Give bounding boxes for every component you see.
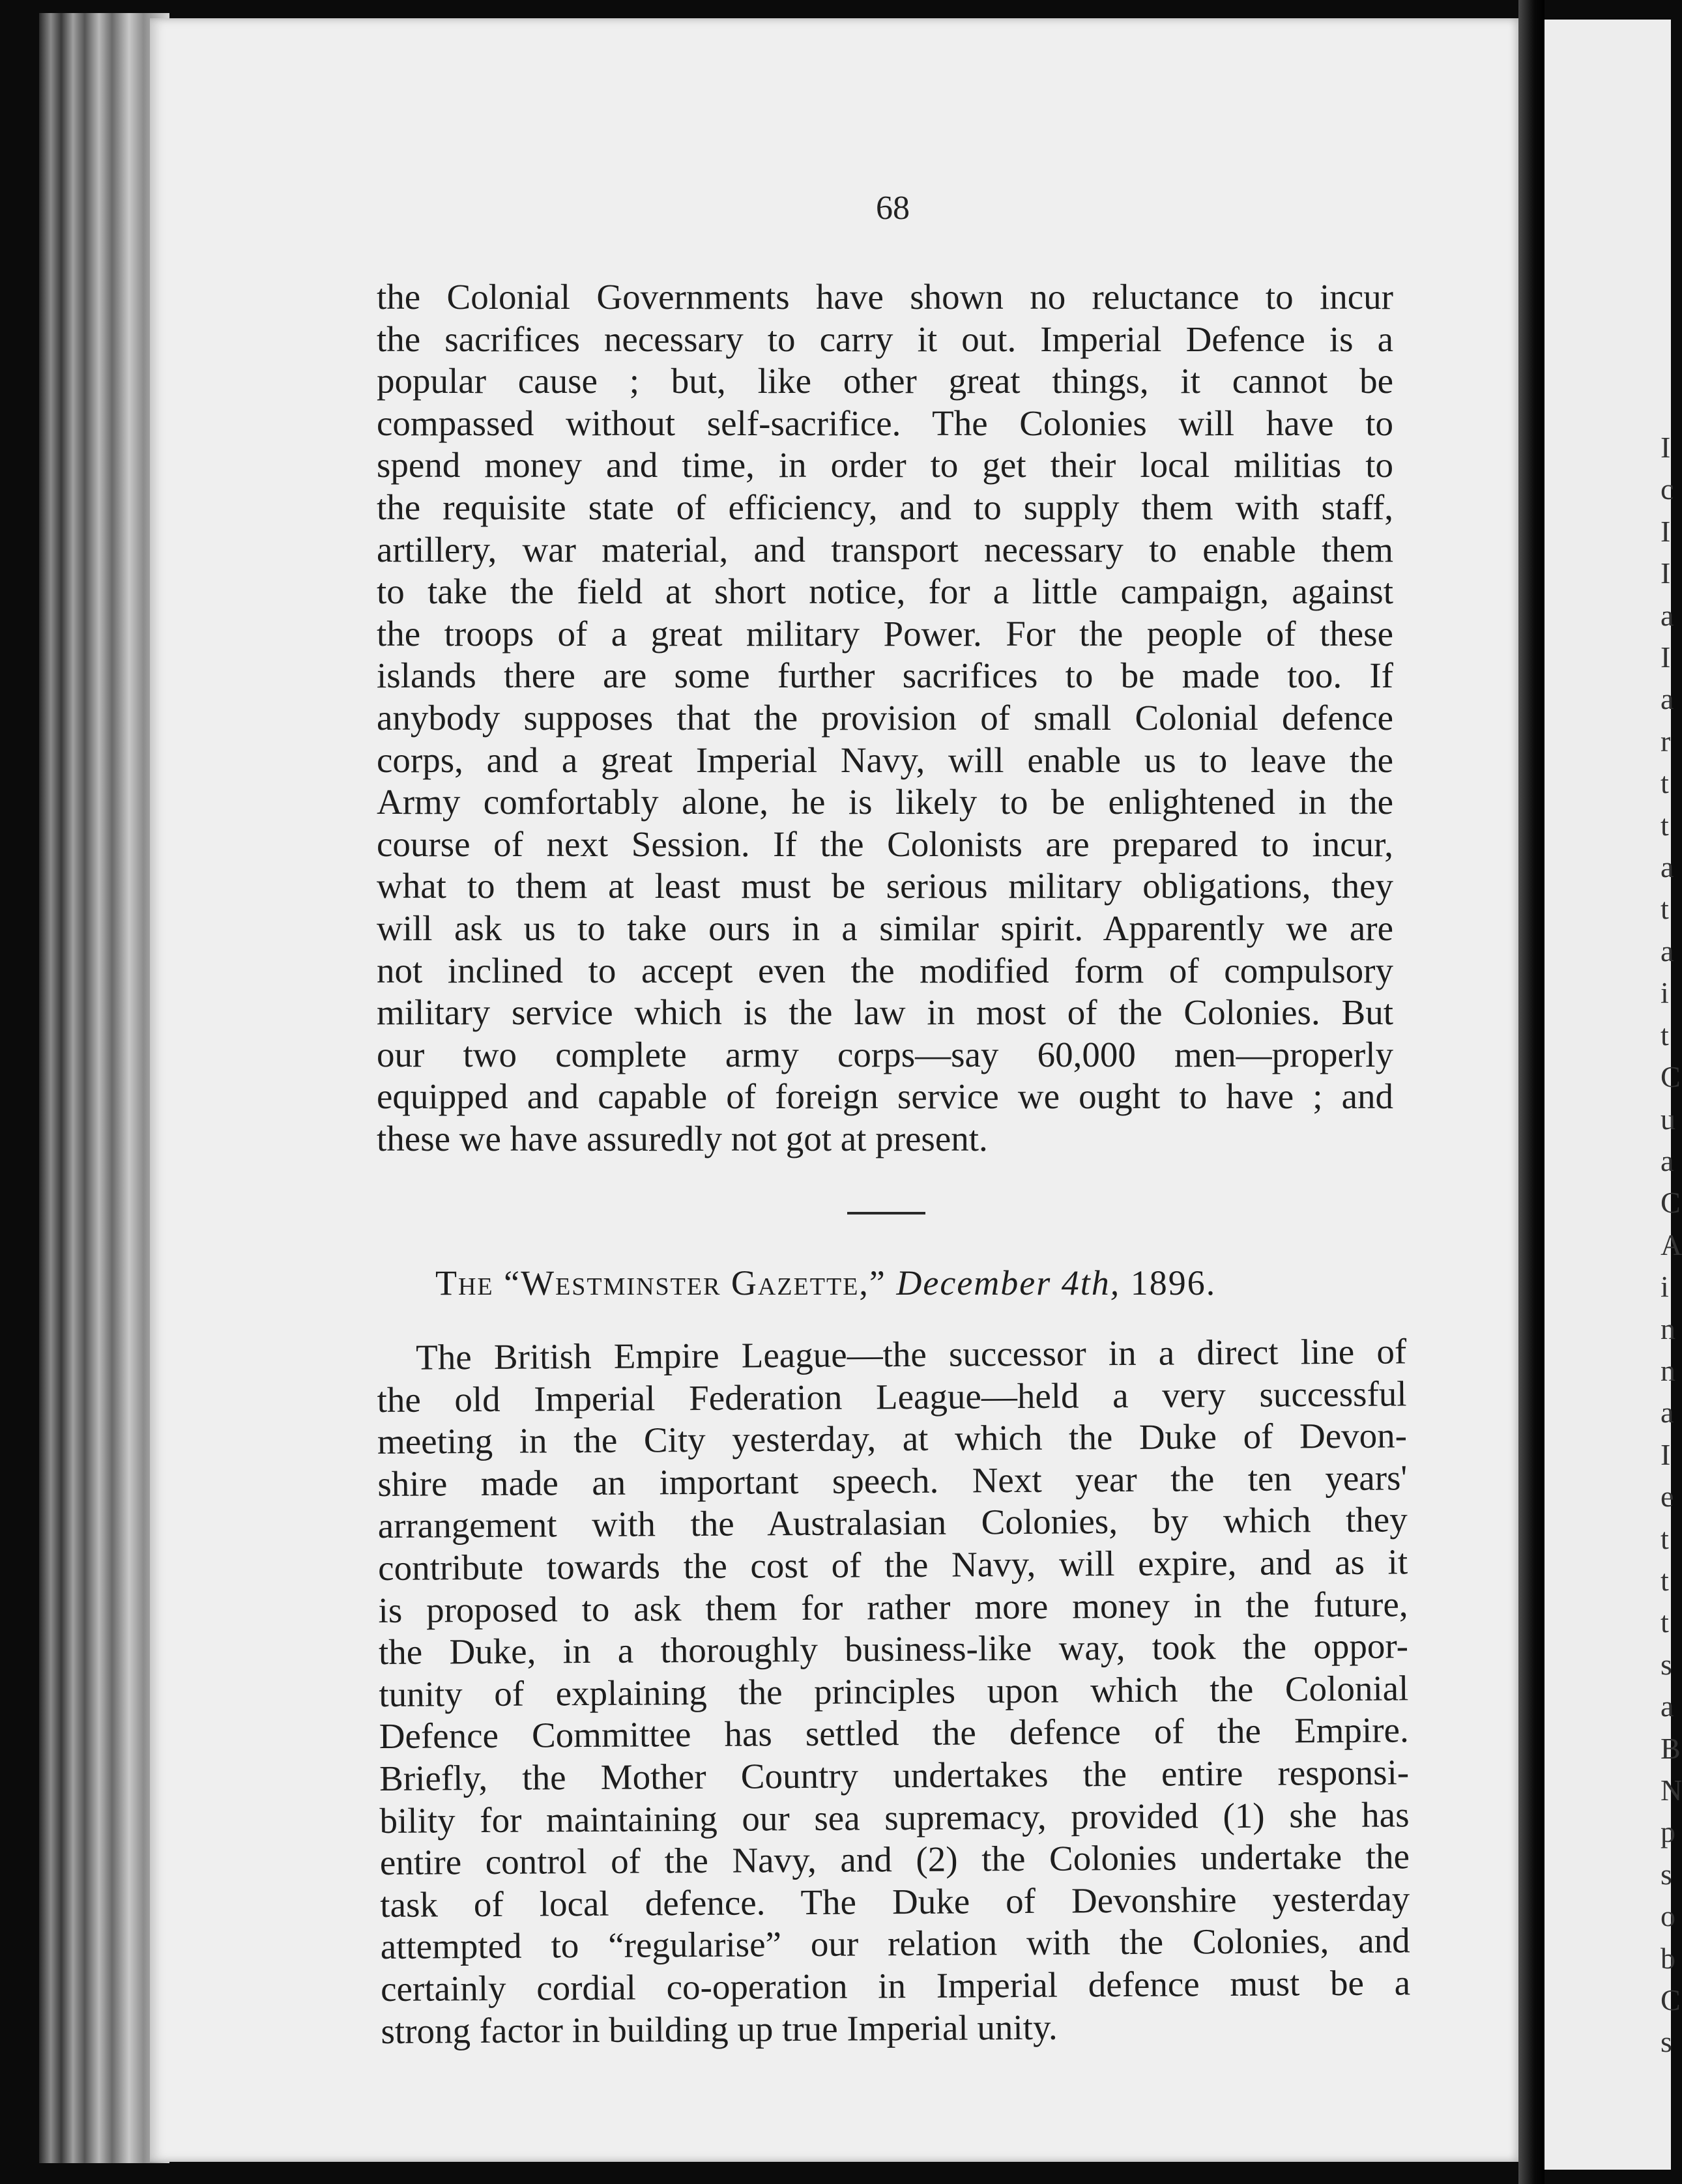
text-line: bility for maintaining our sea supremacy, provided (1) she has (379, 1794, 1410, 1841)
text-line: Briefly, the Mother Country undertakes the entire responsi- (379, 1752, 1410, 1798)
text-line: certainly cordial co-operation in Imperial defence must be a (380, 1962, 1411, 2009)
facing-page-letter: t (1660, 808, 1669, 842)
facing-page-letter: t (1660, 1563, 1669, 1597)
facing-page-letter: I (1660, 556, 1671, 590)
text-line: artillery, war material, and transport necessary to enable them (377, 529, 1393, 569)
facing-page-letter: I (1660, 431, 1671, 464)
facing-page-letter: I (1660, 640, 1671, 674)
facing-page-letter: t (1660, 1605, 1669, 1639)
facing-page-letter: p (1660, 1815, 1675, 1849)
facing-page-letter: u (1660, 1102, 1675, 1136)
text-line: Army comfortably alone, he is likely to be enlightened in the (377, 782, 1393, 822)
facing-page-letter: o (1660, 1899, 1675, 1933)
text-line: the Duke, in a thoroughly business-like way, took the oppor- (378, 1626, 1409, 1673)
facing-page-letter: A (1660, 1228, 1682, 1261)
text-line: the troops of a great military Power. For the people of these (377, 613, 1393, 654)
article-paragraph (377, 1330, 1411, 2052)
text-line: popular cause ; but, like other great things, it cannot be (377, 361, 1393, 401)
text-line: the Colonial Governments have shown no reluctance to incur (377, 277, 1393, 317)
facing-page-letter: s (1660, 2025, 1672, 2059)
facing-page-letter: a (1660, 850, 1674, 884)
text-line: strong factor in building up true Imperial unity. (381, 2007, 1058, 2051)
text-line: course of next Session. If the Colonists are prepared to incur, (377, 824, 1393, 864)
facing-page-letter: t (1660, 1018, 1669, 1052)
text-line: the old Imperial Federation League—held a very successful (377, 1373, 1407, 1420)
text-line: corps, and a great Imperial Navy, will enable us to leave the (377, 740, 1393, 780)
facing-page-letter: I (1660, 514, 1671, 548)
facing-page-letter: b (1660, 1941, 1675, 1975)
facing-page-letter: i (1660, 1270, 1669, 1304)
text-line: contribute towards the cost of the Navy, will expire, and as it (377, 1542, 1408, 1588)
heading-year: 1896. (1130, 1263, 1217, 1302)
facing-page-letter: t (1660, 892, 1669, 926)
text-line: these we have assuredly not got at present. (377, 1118, 988, 1158)
heading-date: December 4th, (896, 1263, 1121, 1302)
text-line: meeting in the City yesterday, at which the Duke of Devon- (377, 1415, 1408, 1462)
text-line: compassed without self-sacrifice. The Colonies will have to (377, 403, 1393, 443)
facing-page-letter: a (1660, 598, 1674, 632)
facing-page (1544, 20, 1682, 2170)
text-line: tunity of explaining the principles upon which the Colonial (379, 1668, 1409, 1714)
text-line: spend money and time, in order to get their local militias to (377, 445, 1393, 485)
facing-page-letter: a (1660, 682, 1674, 716)
facing-page-letter: a (1660, 934, 1674, 968)
text-line: Defence Committee has settled the defence of the Empire. (379, 1710, 1409, 1757)
facing-page-letter: e (1660, 1480, 1674, 1514)
text-line: is proposed to ask them for rather more money in the future, (378, 1583, 1408, 1630)
text-line: what to them at least must be serious military obligations, they (377, 866, 1393, 906)
facing-page-letter: N (1660, 1774, 1682, 1807)
facing-page-letter: B (1660, 1731, 1681, 1765)
page-number: 68 (876, 190, 910, 227)
facing-page-letter: a (1660, 1396, 1674, 1430)
facing-page-letter: r (1660, 724, 1671, 758)
text-line: not inclined to accept even the modified form of compulsory (377, 950, 1393, 990)
facing-page-letter: C (1660, 1983, 1681, 2017)
article-heading (435, 1263, 1348, 1303)
text-line: entire control of the Navy, and (2) the Colonies undertake the (379, 1836, 1410, 1883)
facing-page-letter: t (1660, 766, 1669, 800)
text-line: anybody supposes that the provision of small Colonial defence (377, 697, 1393, 738)
facing-page-letter: C (1660, 1060, 1681, 1094)
text-line: the requisite state of efficiency, and to supply them with staff, (377, 487, 1393, 527)
facing-page-letter: I (1660, 1437, 1671, 1471)
facing-page-letter: i (1660, 976, 1669, 1010)
text-line: task of local defence. The Duke of Devonshire yesterday (380, 1878, 1410, 1925)
facing-page-letter: n (1660, 1312, 1675, 1345)
facing-page-letter: s (1660, 1857, 1672, 1891)
facing-page-letter: c (1660, 472, 1674, 506)
text-line: our two complete army corps—say 60,000 men—properly (377, 1034, 1393, 1074)
text-line: will ask us to take ours in a similar spirit. Apparently we are (377, 908, 1393, 948)
facing-page-letter: a (1660, 1143, 1674, 1177)
facing-page-text-fragments (1660, 427, 1682, 2063)
facing-page-letter: n (1660, 1353, 1675, 1387)
text-line: shire made an important speech. Next year the ten years' (377, 1458, 1408, 1504)
text-line: islands there are some further sacrifices to be made too. If (377, 655, 1393, 696)
text-line: arrangement with the Australasian Colonies, by which they (377, 1499, 1408, 1546)
facing-page-letter: a (1660, 1689, 1674, 1723)
book-gutter (1518, 0, 1544, 2184)
section-divider (847, 1212, 925, 1214)
text-line: to take the field at short notice, for a little campaign, against (377, 571, 1393, 612)
text-line: military service which is the law in most of the Colonies. But (377, 992, 1393, 1033)
facing-page-letter: s (1660, 1647, 1672, 1681)
continued-paragraph (377, 276, 1393, 1160)
text-line: The British Empire League—the successor in a direct line of (416, 1331, 1407, 1377)
text-line: the sacrifices necessary to carry it out. Imperial Defence is a (377, 319, 1393, 359)
facing-page-letter: t (1660, 1521, 1669, 1555)
heading-source: The “Westminster Gazette,” (435, 1263, 886, 1302)
text-line: attempted to “regularise” our relation with the Colonies, and (380, 1920, 1410, 1967)
text-line: equipped and capable of foreign service we ought to have ; and (377, 1076, 1393, 1117)
facing-page-letter: C (1660, 1186, 1681, 1220)
